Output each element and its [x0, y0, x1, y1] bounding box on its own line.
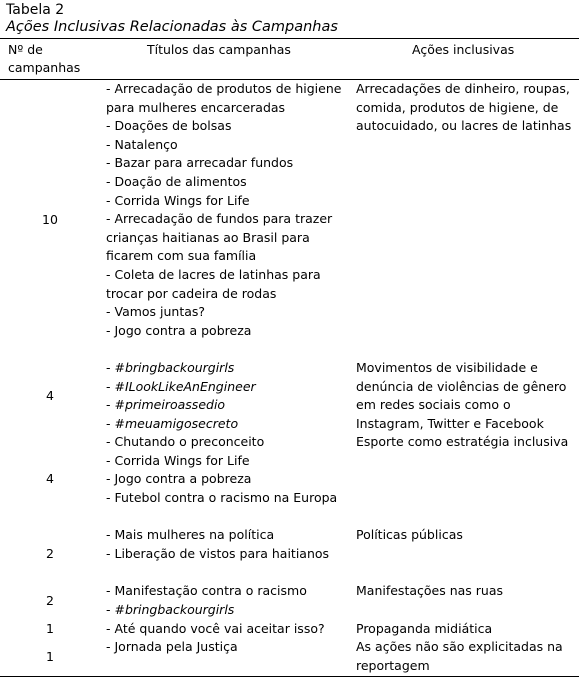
row-titles — [106, 526, 346, 563]
row-action: Propaganda midiática — [356, 621, 493, 636]
campaign-title: - Corrida Wings for Life — [106, 452, 250, 468]
campaign-title: - Arrecadação de produtos de higiene para mulheres encarceradas — [106, 81, 346, 115]
campaign-title: - Chutando o preconceito — [106, 434, 265, 449]
campaign-title: - Corrida Wings for Life — [106, 192, 250, 208]
row-count: 1 — [46, 649, 54, 664]
hashtag: #meuamigosecreto — [114, 415, 239, 431]
campaign-title: - Coleta de lacres de latinhas para trocar por cadeira de rodas — [106, 266, 325, 301]
campaign-title: - Até quando você vai aceitar isso? — [106, 621, 325, 636]
row-titles — [106, 582, 346, 619]
campaign-title: - Jornada pela Justiça — [106, 639, 238, 654]
row-titles — [106, 359, 346, 433]
campaign-title: - Liberação de vistos para haitianos — [106, 545, 330, 561]
row-count: 2 — [46, 593, 54, 608]
row-action: Políticas públicas — [356, 527, 463, 542]
hashtag: #bringbackourgirls — [114, 601, 235, 617]
campaign-title: - #meuamigosecreto — [106, 415, 239, 431]
hashtag: #primeiroassedio — [114, 397, 226, 413]
campaign-title: - Doações de bolsas — [106, 118, 232, 134]
campaign-title: - #bringbackourgirls — [106, 601, 235, 617]
row-titles — [106, 433, 346, 507]
top-rule — [0, 38, 579, 39]
campaign-title: - Arrecadação de fundos para trazer crianças haitianas ao Brasil para ficarem com sua família — [106, 211, 337, 264]
hashtag: #bringbackourgirls — [114, 360, 235, 375]
campaign-title: - Mais mulheres na política — [106, 527, 275, 542]
row-action: Manifestações nas ruas — [356, 583, 504, 598]
row-action: As ações não são explicitadas na reportagem — [356, 639, 563, 673]
header-actions: Ações inclusivas — [412, 42, 515, 57]
campaign-title: - Bazar para arrecadar fundos — [106, 155, 294, 171]
table-title: Ações Inclusivas Relacionadas às Campanhas — [6, 19, 338, 35]
bottom-rule — [0, 676, 579, 677]
campaign-title: - Jogo contra a pobreza — [106, 322, 252, 338]
campaign-title: - Doação de alimentos — [106, 173, 247, 189]
row-action: Arrecadações de dinheiro, roupas, comida, produtos de higiene, de autocuidado, ou lacres de latinhas — [356, 81, 572, 134]
row-action: Movimentos de visibilidade e denúncia de violências de gênero em redes sociais como o Instagram, Twitter e Facebook — [356, 360, 567, 431]
campaign-title: - #bringbackourgirls — [106, 360, 235, 375]
row-count: 4 — [46, 388, 54, 403]
row-action: Esporte como estratégia inclusiva — [356, 434, 569, 449]
row-count: 1 — [46, 621, 54, 636]
campaign-title: - Futebol contra o racismo na Europa — [106, 489, 338, 505]
row-titles — [106, 80, 346, 340]
hashtag: #ILookLikeAnEngineer — [114, 378, 256, 394]
campaign-title: - Manifestação contra o racismo — [106, 583, 307, 598]
header-titles: Títulos das campanhas — [147, 42, 291, 57]
header-count: Nº de campanhas — [8, 42, 81, 75]
campaign-title: - Jogo contra a pobreza — [106, 471, 252, 487]
campaign-title: - #primeiroassedio — [106, 397, 226, 413]
row-count: 10 — [42, 212, 58, 227]
table-number: Tabela 2 — [6, 2, 65, 18]
campaign-title: - #ILookLikeAnEngineer — [106, 378, 256, 394]
row-count: 4 — [46, 471, 54, 486]
row-titles — [106, 620, 346, 639]
campaign-title: - Vamos juntas? — [106, 304, 206, 320]
row-titles — [106, 638, 346, 657]
campaign-title: - Natalenço — [106, 136, 178, 152]
row-count: 2 — [46, 546, 54, 561]
